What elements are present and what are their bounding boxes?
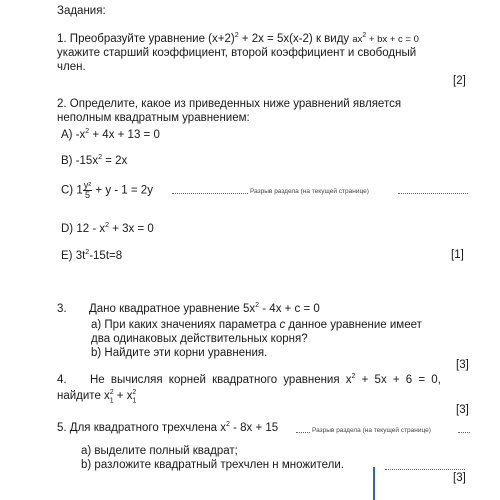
section-break-label: Разрыв раздела (на текущей странице) (312, 427, 431, 434)
task3-mark: [3] (456, 359, 469, 371)
text-cursor[interactable] (373, 467, 375, 500)
task3-line1: Дано квадратное уравнение $5x^2 - 4x + c = 0$ (89, 302, 320, 315)
task1-mark: [2] (453, 75, 466, 87)
task2-option-d: D) $12 - x^2 + 3x = 0$ (61, 222, 154, 235)
task5-mark: [3] (453, 472, 466, 484)
task2-number: 2. (57, 98, 67, 110)
task4-mark: [3] (456, 404, 469, 416)
task5-part-b: b) разложите квадратный трехчлен н множители. (81, 459, 344, 471)
task1-number: 1. (57, 33, 67, 45)
task2-option-b: B) $-15x^2 = 2x$ (61, 154, 128, 167)
task3-part-a-line2: два одинаковых действительных корня? (91, 333, 308, 345)
task1-line1: 1. Преобразуйте уравнение $(x+2)^2 + 2x = 5x(x-2)$ к виду $ax^2$ + bx + c = 0 (57, 32, 419, 45)
task3-number: 3. (57, 303, 67, 315)
task3-part-a: a) При каких значениях параметра c данное уравнение имеет (91, 319, 422, 331)
task5-part-a: a) выделите полный квадрат; (81, 445, 238, 457)
section-break-line (458, 432, 470, 433)
task2-option-a: A) $-x^2 + 4x + 13 = 0$ (61, 128, 160, 141)
section-break-line (398, 193, 468, 194)
task2-line2: неполным квадратным уравнением: (57, 112, 250, 124)
section-break-line (172, 193, 248, 194)
task5-number: 5. (57, 422, 67, 434)
task2-mark: [1] (451, 249, 464, 261)
task1-line2: укажите старший коэффициент, второй коэффициент и свободный (57, 47, 417, 59)
task4-line2: найдите $x_1^2 + x_1^2$ (57, 389, 137, 405)
task2-line1: 2. Определите, какое из приведенных ниже уравнений является (57, 98, 402, 110)
section-break-label: Разрыв раздела (на текущей странице) (250, 188, 369, 195)
task3-part-b: b) Найдите эти корни уравнения. (91, 347, 268, 359)
section-break-line (385, 469, 465, 470)
fraction: $\frac{\text{y²}}{5}$ (83, 180, 92, 200)
task2-option-e: E) $3t^2-15t=8$ (61, 249, 123, 262)
task1-line3: член. (57, 61, 86, 73)
task4-line1: Не вычисляя корней квадратного уравнения $x^2 + 5x + 6 = 0$, (90, 373, 441, 386)
section-break-line (296, 432, 310, 433)
task5-line1: 5. Для квадратного трехчлена $x^2 - 8x + 15$ (57, 421, 279, 434)
header-title: Задания: (57, 5, 106, 17)
task4-number: 4. (57, 374, 67, 386)
task2-option-c: C) 1 $\frac{\text{y²}}{5}$ + y - 1 = 2y (61, 180, 153, 200)
